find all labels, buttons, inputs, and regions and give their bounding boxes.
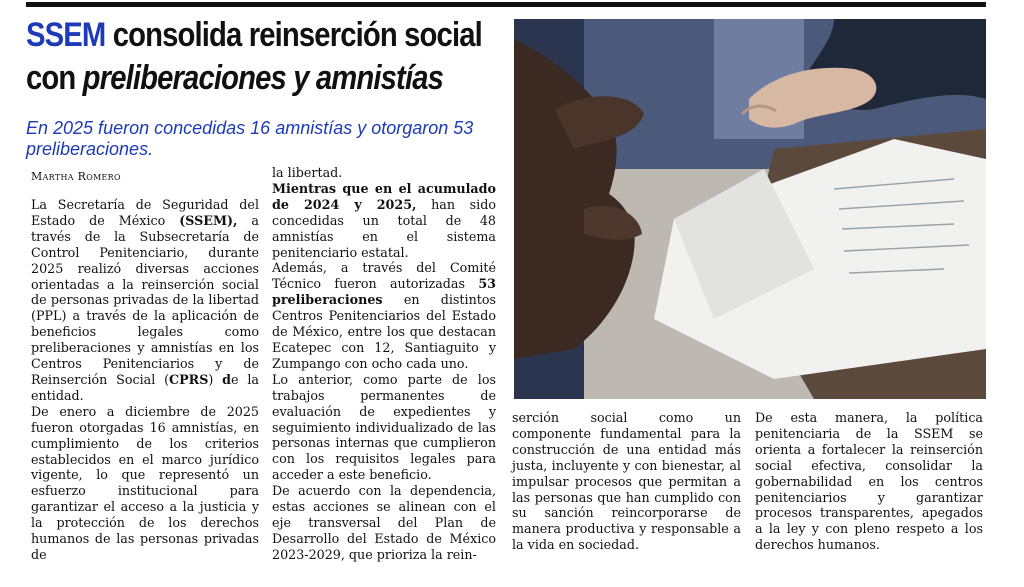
paragraph: De acuerdo con la dependencia, estas acciones se alinean con el eje transversal del Plan de Desarrollo del Estado de México 2023-2029, que prioriza la rein- <box>272 483 496 562</box>
headline-line-2-prefix: con <box>26 59 76 97</box>
article-column-1 <box>31 197 259 563</box>
text-bold: (SSEM), <box>179 212 238 228</box>
deck-subtitle: En 2025 fueron concedidas 16 amnistías y otorgaron 53 preliberaciones. <box>26 118 474 159</box>
article-photo <box>514 19 986 399</box>
article-column-4 <box>755 410 983 553</box>
paragraph <box>272 260 496 371</box>
text-run: Además, a través del Comité Técnico fueron autorizadas <box>272 260 496 292</box>
article-column-3 <box>512 410 741 553</box>
text-bold: CPRS <box>169 371 209 387</box>
text-run: ) <box>208 371 223 387</box>
byline: Martha Romero <box>31 170 121 183</box>
top-rule <box>26 2 986 7</box>
text-run: La Secretaría de Seguridad del Estado de México <box>31 197 259 228</box>
text-run: han sido concedidas un total de 48 amnistías en el sistema penitenciario estatal. <box>272 196 497 260</box>
paragraph: Lo anterior, como parte de los trabajos permanentes de evaluación de expedientes y seguimiento individualizado de las personas internas que cumplieron con los requisitos legales para acceder a este beneficio. <box>272 371 496 483</box>
article-column-2 <box>272 165 496 563</box>
headline <box>26 14 482 100</box>
paragraph <box>272 181 496 261</box>
headline-line-2 <box>26 57 444 100</box>
text-run: e la entidad. <box>31 371 259 403</box>
headline-line-1-text: consolida reinserción social <box>112 16 482 54</box>
paragraph: serción social como un componente fundamental para la construcción de una entidad más justa, incluyente y con bienestar, al impulsar procesos que permitan a las personas que han cumplido con su sanción reincorporarse de manera productiva y responsable a la vida en sociedad. <box>512 410 741 553</box>
text-bold: 53 preliberaciones <box>272 276 496 308</box>
text-bold: d <box>222 371 232 387</box>
headline-brand: SSEM <box>26 16 106 54</box>
paragraph <box>31 197 259 404</box>
paragraph: De enero a diciembre de 2025 fueron otorgadas 16 amnistías, en cumplimiento de los criterios establecidos en el marco jurídico vigente, lo que representó un esfuerzo institucional para garantizar el acceso a la justicia y la protección de los derechos humanos de las personas privadas de <box>31 403 259 562</box>
text-run: en distintos Centros Penitenciarios del Estado de México, entre los que destacan Ecatepec con 12, Santiaguito y Zumpango con ocho cada uno. <box>272 292 496 371</box>
headline-line-1 <box>26 14 482 57</box>
headline-line-2-italic: preliberaciones y amnistías <box>82 59 444 97</box>
paragraph: la libertad. <box>272 165 343 180</box>
text-run: a través de la Subsecretaría de Control Penitenciario, durante 2025 realizó diversas acciones orientadas a la reinserción social de personas privadas de la libertad (PPL) a través de la aplicación de beneficios legales como preliberaciones y amnistías en los Centros Penitenciarios y de Reinserción Social ( <box>31 212 259 387</box>
photo-hands-document-icon <box>514 19 986 399</box>
text-bold: Mientras que en el acumulado de 2024 y 2025, <box>272 180 496 212</box>
paragraph: De esta manera, la política penitenciaria de la SSEM se orienta a fortalecer la reinserción social efectiva, consolidar la gobernabilidad en los centros penitenciarios y garantizar procesos transparentes, apegados a la ley y con pleno respeto a los derechos humanos. <box>755 410 983 553</box>
